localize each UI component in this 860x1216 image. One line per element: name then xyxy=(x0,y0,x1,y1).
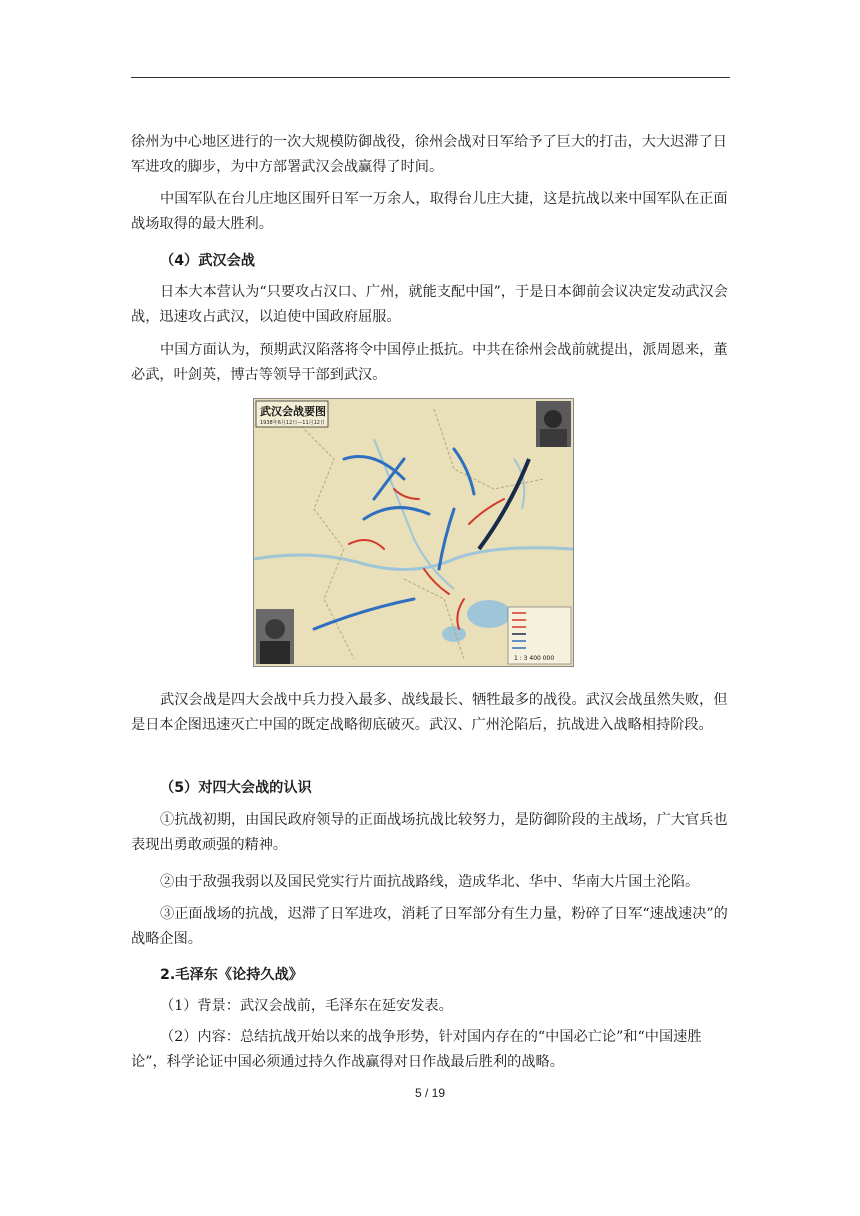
map-title: 武汉会战要图 xyxy=(260,405,326,418)
section-heading: （5）对四大会战的认识 xyxy=(160,780,312,796)
section-heading: 2.毛泽东《论持久战》 xyxy=(160,967,303,983)
section-heading: （4）武汉会战 xyxy=(160,253,255,269)
paragraph: 徐州为中心地区进行的一次大规模防御战役，徐州会战对日军给予了巨大的打击，大大迟滞了日军进攻的脚步，为中方部署武汉会战赢得了时间。 xyxy=(131,134,727,175)
paragraph: 武汉会战是四大会战中兵力投入最多、战线最长、牺牲最多的战役。武汉会战虽然失败，但是日本企图迅速灭亡中国的既定战略彻底破灭。武汉、广州沦陷后，抗战进入战略相持阶段。 xyxy=(131,692,728,733)
paragraph: 中国军队在台儿庄地区围歼日军一万余人，取得台儿庄大捷，这是抗战以来中国军队在正面战场取得的最大胜利。 xyxy=(131,191,728,232)
paragraph: ①抗战初期，由国民政府领导的正面战场抗战比较努力，是防御阶段的主战场，广大官兵也表现出勇敢顽强的精神。 xyxy=(131,812,728,853)
wuhan-battle-map xyxy=(253,398,574,667)
map-subtitle: 1938年6月12日—11月12日 xyxy=(260,420,325,426)
page-number: 5 / 19 xyxy=(414,1086,446,1100)
paragraph: （1）背景：武汉会战前，毛泽东在延安发表。 xyxy=(160,998,453,1014)
paragraph: 中国方面认为，预期武汉陷落将令中国停止抵抗。中共在徐州会战前就提出，派周恩来，董必武，叶剑英，博古等领导干部到武汉。 xyxy=(131,342,728,383)
header-rule xyxy=(131,77,730,78)
paragraph: 日本大本营认为“只要攻占汉口、广州，就能支配中国”，于是日本御前会议决定发动武汉会战，迅速攻占武汉，以迫使中国政府屈服。 xyxy=(131,284,728,325)
map-scale: 1 : 3 400 000 xyxy=(514,655,555,662)
paragraph: （2）内容：总结抗战开始以来的战争形势，针对国内存在的“中国必亡论”和“中国速胜论”，科学论证中国必须通过持久作战赢得对日作战最后胜利的战略。 xyxy=(131,1029,702,1070)
paragraph: ②由于敌强我弱以及国民党实行片面抗战路线，造成华北、华中、华南大片国土沦陷。 xyxy=(160,874,700,890)
paragraph: ③正面战场的抗战，迟滞了日军进攻，消耗了日军部分有生力量，粉碎了日军“速战速决”的战略企图。 xyxy=(131,906,728,947)
